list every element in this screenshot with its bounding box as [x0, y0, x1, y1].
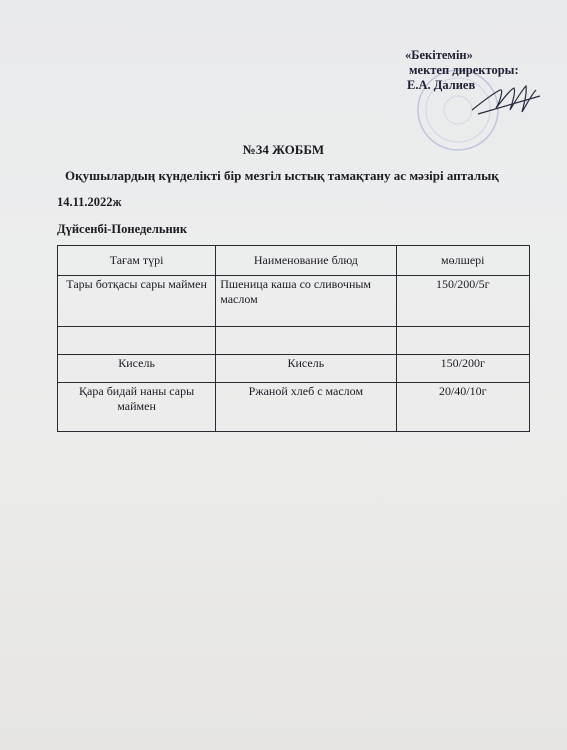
table-cell: Кисель: [58, 355, 216, 383]
table-cell: Тары ботқасы сары маймен: [58, 276, 216, 327]
table-cell: Кисель: [216, 355, 396, 383]
approval-name: Е.А. Далиев: [407, 78, 476, 92]
column-header-dish-kz: Тағам түрі: [58, 246, 216, 276]
table-cell: 20/40/10г: [396, 383, 530, 432]
table-cell: Пшеница каша со сливочным маслом: [216, 276, 396, 327]
column-header-dish-ru: Наименование блюд: [216, 246, 396, 276]
approval-position: мектеп директоры:: [409, 63, 519, 77]
table-row: [58, 327, 530, 355]
table-cell: [216, 327, 396, 355]
menu-table: [57, 245, 530, 432]
approval-title: «Бекітемін»: [405, 48, 473, 62]
menu-day: Дүйсенбі-Понедельник: [57, 222, 188, 236]
table-cell: 150/200г: [396, 355, 530, 383]
table-cell: 150/200/5г: [396, 276, 530, 327]
table-cell: [58, 327, 216, 355]
column-header-portion: мөлшері: [396, 246, 530, 276]
table-cell: Ржаной хлеб с маслом: [216, 383, 396, 432]
menu-date: 14.11.2022ж: [57, 195, 122, 209]
table-row: [58, 383, 530, 432]
table-cell: [396, 327, 530, 355]
table-row: [58, 355, 530, 383]
table-row: [58, 276, 530, 327]
menu-subtitle: Оқушылардың күнделікті бір мезгіл ыстық тамақтану ас мәзірі апталық: [65, 168, 499, 183]
signature: [470, 80, 545, 120]
table-cell: Қара бидай наны сары маймен: [58, 383, 216, 432]
table-header-row: [58, 246, 530, 276]
school-title: №34 ЖОББМ: [242, 142, 325, 157]
